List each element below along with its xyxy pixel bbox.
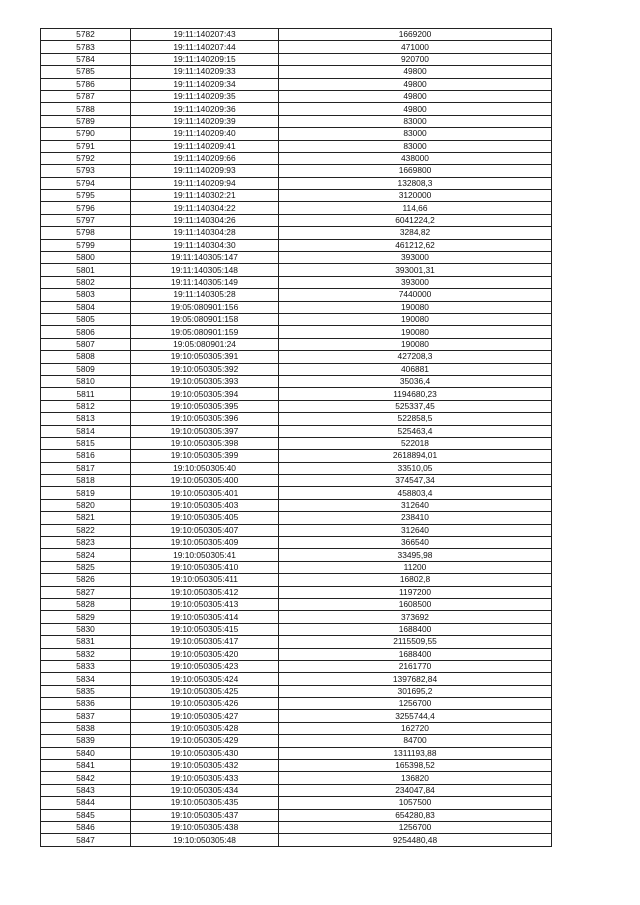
row-number-cell: 5794 bbox=[41, 177, 131, 189]
row-number-cell: 5830 bbox=[41, 623, 131, 635]
row-number-cell: 5797 bbox=[41, 214, 131, 226]
row-number-cell: 5782 bbox=[41, 29, 131, 41]
table-row bbox=[41, 685, 552, 697]
row-number-cell: 5829 bbox=[41, 611, 131, 623]
value-cell: 1688400 bbox=[279, 623, 552, 635]
table-row bbox=[41, 425, 552, 437]
value-cell: 374547,34 bbox=[279, 475, 552, 487]
value-cell: 366540 bbox=[279, 537, 552, 549]
cadastral-number-cell: 19:10:050305:40 bbox=[131, 462, 279, 474]
value-cell: 438000 bbox=[279, 152, 552, 164]
cadastral-number-cell: 19:10:050305:407 bbox=[131, 524, 279, 536]
row-number-cell: 5795 bbox=[41, 190, 131, 202]
cadastral-number-cell: 19:10:050305:403 bbox=[131, 499, 279, 511]
table-row bbox=[41, 673, 552, 685]
value-cell: 3120000 bbox=[279, 190, 552, 202]
cadastral-number-cell: 19:11:140304:26 bbox=[131, 214, 279, 226]
table-row bbox=[41, 190, 552, 202]
table-row bbox=[41, 784, 552, 796]
row-number-cell: 5826 bbox=[41, 574, 131, 586]
value-cell: 132808,3 bbox=[279, 177, 552, 189]
value-cell: 165398,52 bbox=[279, 760, 552, 772]
value-cell: 1197200 bbox=[279, 586, 552, 598]
row-number-cell: 5832 bbox=[41, 648, 131, 660]
table-row bbox=[41, 660, 552, 672]
cadastral-number-cell: 19:10:050305:437 bbox=[131, 809, 279, 821]
cadastral-number-cell: 19:10:050305:433 bbox=[131, 772, 279, 784]
table-row bbox=[41, 90, 552, 102]
table-row bbox=[41, 177, 552, 189]
cadastral-number-cell: 19:10:050305:413 bbox=[131, 598, 279, 610]
table-row bbox=[41, 41, 552, 53]
table-row bbox=[41, 140, 552, 152]
cadastral-number-cell: 19:10:050305:430 bbox=[131, 747, 279, 759]
table-row bbox=[41, 574, 552, 586]
cadastral-number-cell: 19:10:050305:41 bbox=[131, 549, 279, 561]
table-row bbox=[41, 400, 552, 412]
row-number-cell: 5787 bbox=[41, 90, 131, 102]
cadastral-number-cell: 19:10:050305:401 bbox=[131, 487, 279, 499]
cadastral-number-cell: 19:10:050305:434 bbox=[131, 784, 279, 796]
value-cell: 393001,31 bbox=[279, 264, 552, 276]
cadastral-number-cell: 19:11:140207:43 bbox=[131, 29, 279, 41]
value-cell: 373692 bbox=[279, 611, 552, 623]
table-row bbox=[41, 537, 552, 549]
row-number-cell: 5845 bbox=[41, 809, 131, 821]
cadastral-number-cell: 19:10:050305:409 bbox=[131, 537, 279, 549]
value-cell: 83000 bbox=[279, 128, 552, 140]
row-number-cell: 5801 bbox=[41, 264, 131, 276]
value-cell: 16802,8 bbox=[279, 574, 552, 586]
table-row bbox=[41, 809, 552, 821]
cadastral-number-cell: 19:11:140304:30 bbox=[131, 239, 279, 251]
table-body bbox=[41, 29, 552, 847]
table-row bbox=[41, 437, 552, 449]
row-number-cell: 5844 bbox=[41, 797, 131, 809]
cadastral-number-cell: 19:10:050305:429 bbox=[131, 735, 279, 747]
row-number-cell: 5785 bbox=[41, 66, 131, 78]
value-cell: 1669200 bbox=[279, 29, 552, 41]
table-row bbox=[41, 252, 552, 264]
row-number-cell: 5846 bbox=[41, 822, 131, 834]
row-number-cell: 5804 bbox=[41, 301, 131, 313]
value-cell: 83000 bbox=[279, 140, 552, 152]
table-row bbox=[41, 115, 552, 127]
cadastral-number-cell: 19:11:140209:94 bbox=[131, 177, 279, 189]
row-number-cell: 5805 bbox=[41, 313, 131, 325]
table-row bbox=[41, 524, 552, 536]
table-row bbox=[41, 326, 552, 338]
value-cell: 2618894,01 bbox=[279, 450, 552, 462]
cadastral-number-cell: 19:10:050305:392 bbox=[131, 363, 279, 375]
table-row bbox=[41, 152, 552, 164]
cadastral-number-cell: 19:11:140305:147 bbox=[131, 252, 279, 264]
table-row bbox=[41, 512, 552, 524]
row-number-cell: 5819 bbox=[41, 487, 131, 499]
cadastral-number-cell: 19:10:050305:412 bbox=[131, 586, 279, 598]
row-number-cell: 5793 bbox=[41, 165, 131, 177]
value-cell: 84700 bbox=[279, 735, 552, 747]
cadastral-number-cell: 19:11:140209:93 bbox=[131, 165, 279, 177]
row-number-cell: 5841 bbox=[41, 760, 131, 772]
value-cell: 238410 bbox=[279, 512, 552, 524]
value-cell: 11200 bbox=[279, 561, 552, 573]
cadastral-number-cell: 19:11:140305:28 bbox=[131, 289, 279, 301]
row-number-cell: 5799 bbox=[41, 239, 131, 251]
value-cell: 1397682,84 bbox=[279, 673, 552, 685]
row-number-cell: 5825 bbox=[41, 561, 131, 573]
value-cell: 920700 bbox=[279, 53, 552, 65]
table-row bbox=[41, 598, 552, 610]
value-cell: 1688400 bbox=[279, 648, 552, 660]
table-row bbox=[41, 648, 552, 660]
row-number-cell: 5783 bbox=[41, 41, 131, 53]
table-row bbox=[41, 165, 552, 177]
table-row bbox=[41, 450, 552, 462]
value-cell: 525463,4 bbox=[279, 425, 552, 437]
cadastral-number-cell: 19:10:050305:398 bbox=[131, 437, 279, 449]
value-cell: 2115509,55 bbox=[279, 636, 552, 648]
value-cell: 1311193,88 bbox=[279, 747, 552, 759]
table-row bbox=[41, 710, 552, 722]
table-row bbox=[41, 822, 552, 834]
table-row bbox=[41, 227, 552, 239]
cadastral-number-cell: 19:10:050305:426 bbox=[131, 698, 279, 710]
table-row bbox=[41, 29, 552, 41]
value-cell: 162720 bbox=[279, 722, 552, 734]
table-row bbox=[41, 363, 552, 375]
row-number-cell: 5818 bbox=[41, 475, 131, 487]
cadastral-number-cell: 19:11:140209:35 bbox=[131, 90, 279, 102]
row-number-cell: 5817 bbox=[41, 462, 131, 474]
value-cell: 190080 bbox=[279, 326, 552, 338]
value-cell: 33510,05 bbox=[279, 462, 552, 474]
table-row bbox=[41, 499, 552, 511]
row-number-cell: 5812 bbox=[41, 400, 131, 412]
table-row bbox=[41, 351, 552, 363]
table-row bbox=[41, 264, 552, 276]
cadastral-number-cell: 19:10:050305:399 bbox=[131, 450, 279, 462]
row-number-cell: 5815 bbox=[41, 437, 131, 449]
value-cell: 393000 bbox=[279, 252, 552, 264]
table-row bbox=[41, 722, 552, 734]
row-number-cell: 5800 bbox=[41, 252, 131, 264]
value-cell: 3284,82 bbox=[279, 227, 552, 239]
value-cell: 312640 bbox=[279, 524, 552, 536]
value-cell: 190080 bbox=[279, 338, 552, 350]
table-row bbox=[41, 747, 552, 759]
value-cell: 1256700 bbox=[279, 822, 552, 834]
row-number-cell: 5831 bbox=[41, 636, 131, 648]
value-cell: 49800 bbox=[279, 90, 552, 102]
table-row bbox=[41, 276, 552, 288]
value-cell: 190080 bbox=[279, 301, 552, 313]
cadastral-number-cell: 19:10:050305:410 bbox=[131, 561, 279, 573]
cadastral-number-cell: 19:11:140305:149 bbox=[131, 276, 279, 288]
cadastral-number-cell: 19:10:050305:415 bbox=[131, 623, 279, 635]
cadastral-number-cell: 19:10:050305:396 bbox=[131, 413, 279, 425]
row-number-cell: 5810 bbox=[41, 375, 131, 387]
table-row bbox=[41, 636, 552, 648]
cadastral-number-cell: 19:10:050305:425 bbox=[131, 685, 279, 697]
table-row bbox=[41, 549, 552, 561]
value-cell: 234047,84 bbox=[279, 784, 552, 796]
table-row bbox=[41, 487, 552, 499]
value-cell: 461212,62 bbox=[279, 239, 552, 251]
row-number-cell: 5811 bbox=[41, 388, 131, 400]
cadastral-number-cell: 19:10:050305:394 bbox=[131, 388, 279, 400]
value-cell: 654280,83 bbox=[279, 809, 552, 821]
row-number-cell: 5796 bbox=[41, 202, 131, 214]
value-cell: 427208,3 bbox=[279, 351, 552, 363]
value-cell: 2161770 bbox=[279, 660, 552, 672]
row-number-cell: 5842 bbox=[41, 772, 131, 784]
row-number-cell: 5840 bbox=[41, 747, 131, 759]
table-row bbox=[41, 611, 552, 623]
value-cell: 7440000 bbox=[279, 289, 552, 301]
cadastral-number-cell: 19:11:140209:34 bbox=[131, 78, 279, 90]
cadastral-number-cell: 19:10:050305:397 bbox=[131, 425, 279, 437]
cadastral-number-cell: 19:11:140209:41 bbox=[131, 140, 279, 152]
value-cell: 301695,2 bbox=[279, 685, 552, 697]
row-number-cell: 5798 bbox=[41, 227, 131, 239]
cadastral-number-cell: 19:10:050305:400 bbox=[131, 475, 279, 487]
row-number-cell: 5824 bbox=[41, 549, 131, 561]
table-row bbox=[41, 289, 552, 301]
row-number-cell: 5837 bbox=[41, 710, 131, 722]
cadastral-number-cell: 19:10:050305:420 bbox=[131, 648, 279, 660]
row-number-cell: 5814 bbox=[41, 425, 131, 437]
cadastral-number-cell: 19:11:140209:39 bbox=[131, 115, 279, 127]
value-cell: 522858,5 bbox=[279, 413, 552, 425]
value-cell: 3255744,4 bbox=[279, 710, 552, 722]
row-number-cell: 5839 bbox=[41, 735, 131, 747]
row-number-cell: 5847 bbox=[41, 834, 131, 846]
cadastral-number-cell: 19:10:050305:432 bbox=[131, 760, 279, 772]
row-number-cell: 5843 bbox=[41, 784, 131, 796]
cadastral-number-cell: 19:11:140305:148 bbox=[131, 264, 279, 276]
cadastral-number-cell: 19:10:050305:391 bbox=[131, 351, 279, 363]
row-number-cell: 5816 bbox=[41, 450, 131, 462]
cadastral-number-cell: 19:10:050305:48 bbox=[131, 834, 279, 846]
value-cell: 49800 bbox=[279, 103, 552, 115]
value-cell: 393000 bbox=[279, 276, 552, 288]
value-cell: 525337,45 bbox=[279, 400, 552, 412]
value-cell: 33495,98 bbox=[279, 549, 552, 561]
row-number-cell: 5838 bbox=[41, 722, 131, 734]
table-row bbox=[41, 698, 552, 710]
row-number-cell: 5784 bbox=[41, 53, 131, 65]
cadastral-number-cell: 19:11:140209:36 bbox=[131, 103, 279, 115]
row-number-cell: 5833 bbox=[41, 660, 131, 672]
cadastral-number-cell: 19:11:140209:40 bbox=[131, 128, 279, 140]
cadastral-number-cell: 19:10:050305:438 bbox=[131, 822, 279, 834]
cadastral-number-cell: 19:05:080901:156 bbox=[131, 301, 279, 313]
table-row bbox=[41, 239, 552, 251]
value-cell: 35036,4 bbox=[279, 375, 552, 387]
cadastral-number-cell: 19:05:080901:158 bbox=[131, 313, 279, 325]
row-number-cell: 5822 bbox=[41, 524, 131, 536]
value-cell: 1057500 bbox=[279, 797, 552, 809]
row-number-cell: 5788 bbox=[41, 103, 131, 115]
cadastral-number-cell: 19:10:050305:411 bbox=[131, 574, 279, 586]
row-number-cell: 5835 bbox=[41, 685, 131, 697]
row-number-cell: 5806 bbox=[41, 326, 131, 338]
cadastral-number-cell: 19:11:140209:33 bbox=[131, 66, 279, 78]
value-cell: 1669800 bbox=[279, 165, 552, 177]
row-number-cell: 5809 bbox=[41, 363, 131, 375]
row-number-cell: 5823 bbox=[41, 537, 131, 549]
row-number-cell: 5789 bbox=[41, 115, 131, 127]
table-row bbox=[41, 475, 552, 487]
row-number-cell: 5807 bbox=[41, 338, 131, 350]
table-row bbox=[41, 128, 552, 140]
table-row bbox=[41, 313, 552, 325]
cadastral-number-cell: 19:10:050305:424 bbox=[131, 673, 279, 685]
row-number-cell: 5820 bbox=[41, 499, 131, 511]
value-cell: 49800 bbox=[279, 66, 552, 78]
cadastral-number-cell: 19:10:050305:405 bbox=[131, 512, 279, 524]
value-cell: 458803,4 bbox=[279, 487, 552, 499]
table-row bbox=[41, 78, 552, 90]
table-row bbox=[41, 462, 552, 474]
table-row bbox=[41, 214, 552, 226]
cadastral-number-cell: 19:10:050305:414 bbox=[131, 611, 279, 623]
value-cell: 9254480,48 bbox=[279, 834, 552, 846]
cadastral-number-cell: 19:11:140302:21 bbox=[131, 190, 279, 202]
value-cell: 83000 bbox=[279, 115, 552, 127]
row-number-cell: 5813 bbox=[41, 413, 131, 425]
table-row bbox=[41, 388, 552, 400]
cadastral-number-cell: 19:10:050305:435 bbox=[131, 797, 279, 809]
value-cell: 114,66 bbox=[279, 202, 552, 214]
cadastral-number-cell: 19:10:050305:428 bbox=[131, 722, 279, 734]
table-row bbox=[41, 103, 552, 115]
cadastral-value-table bbox=[40, 28, 552, 847]
cadastral-number-cell: 19:10:050305:393 bbox=[131, 375, 279, 387]
table-row bbox=[41, 202, 552, 214]
value-cell: 1608500 bbox=[279, 598, 552, 610]
cadastral-number-cell: 19:10:050305:395 bbox=[131, 400, 279, 412]
table-row bbox=[41, 301, 552, 313]
row-number-cell: 5836 bbox=[41, 698, 131, 710]
row-number-cell: 5828 bbox=[41, 598, 131, 610]
row-number-cell: 5827 bbox=[41, 586, 131, 598]
row-number-cell: 5808 bbox=[41, 351, 131, 363]
row-number-cell: 5792 bbox=[41, 152, 131, 164]
value-cell: 49800 bbox=[279, 78, 552, 90]
value-cell: 522018 bbox=[279, 437, 552, 449]
table-row bbox=[41, 413, 552, 425]
value-cell: 471000 bbox=[279, 41, 552, 53]
value-cell: 312640 bbox=[279, 499, 552, 511]
row-number-cell: 5786 bbox=[41, 78, 131, 90]
cadastral-number-cell: 19:11:140304:28 bbox=[131, 227, 279, 239]
value-cell: 406881 bbox=[279, 363, 552, 375]
value-cell: 190080 bbox=[279, 313, 552, 325]
cadastral-number-cell: 19:05:080901:24 bbox=[131, 338, 279, 350]
row-number-cell: 5834 bbox=[41, 673, 131, 685]
table-row bbox=[41, 66, 552, 78]
table-row bbox=[41, 338, 552, 350]
cadastral-number-cell: 19:05:080901:159 bbox=[131, 326, 279, 338]
cadastral-number-cell: 19:11:140209:15 bbox=[131, 53, 279, 65]
row-number-cell: 5791 bbox=[41, 140, 131, 152]
table-row bbox=[41, 760, 552, 772]
value-cell: 1194680,23 bbox=[279, 388, 552, 400]
row-number-cell: 5802 bbox=[41, 276, 131, 288]
table-row bbox=[41, 834, 552, 846]
table-row bbox=[41, 735, 552, 747]
cadastral-number-cell: 19:10:050305:417 bbox=[131, 636, 279, 648]
table-row bbox=[41, 375, 552, 387]
cadastral-number-cell: 19:11:140209:66 bbox=[131, 152, 279, 164]
table-row bbox=[41, 797, 552, 809]
cadastral-number-cell: 19:10:050305:423 bbox=[131, 660, 279, 672]
cadastral-number-cell: 19:11:140304:22 bbox=[131, 202, 279, 214]
value-cell: 1256700 bbox=[279, 698, 552, 710]
table-row bbox=[41, 53, 552, 65]
table-row bbox=[41, 623, 552, 635]
row-number-cell: 5790 bbox=[41, 128, 131, 140]
table-row bbox=[41, 772, 552, 784]
cadastral-number-cell: 19:11:140207:44 bbox=[131, 41, 279, 53]
value-cell: 136820 bbox=[279, 772, 552, 784]
row-number-cell: 5803 bbox=[41, 289, 131, 301]
row-number-cell: 5821 bbox=[41, 512, 131, 524]
table-row bbox=[41, 561, 552, 573]
cadastral-number-cell: 19:10:050305:427 bbox=[131, 710, 279, 722]
value-cell: 6041224,2 bbox=[279, 214, 552, 226]
table-row bbox=[41, 586, 552, 598]
